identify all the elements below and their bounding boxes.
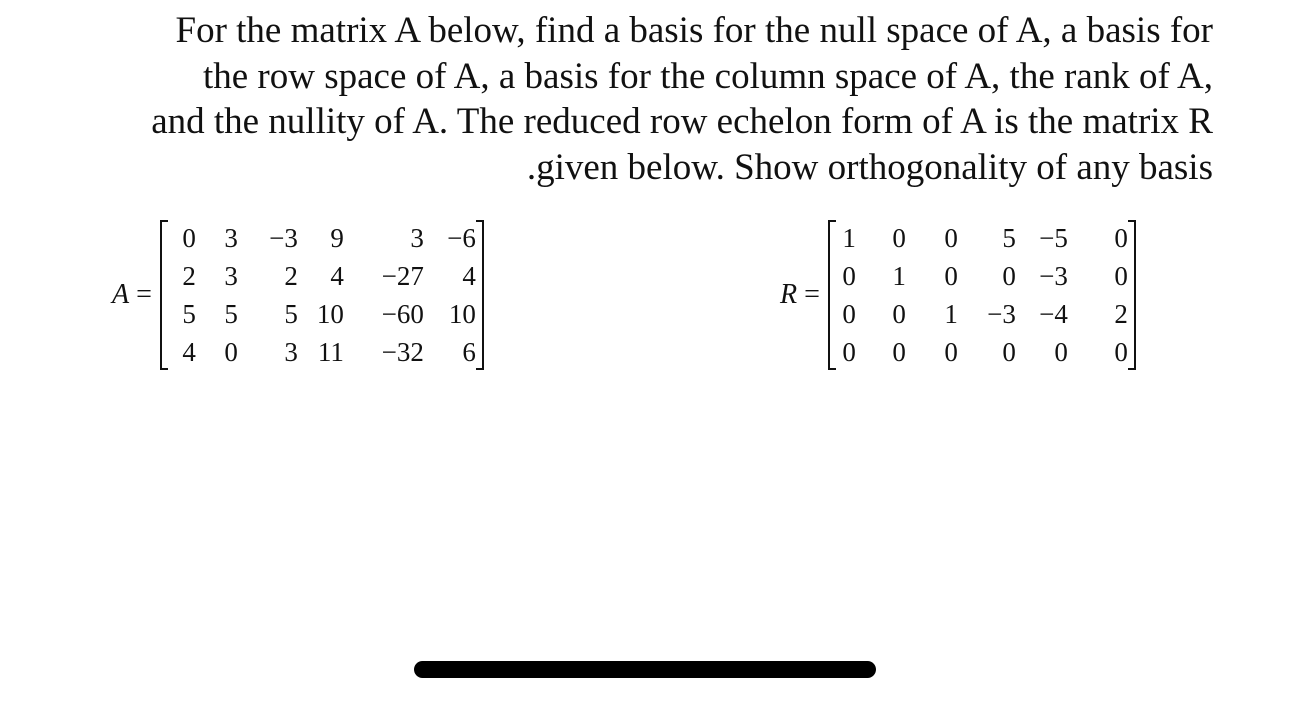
matrix-a-entry: 3: [224, 223, 238, 253]
matrix-r-entry: 0: [944, 261, 958, 291]
matrix-a-row: [168, 219, 476, 257]
matrix-a-entry: 10: [316, 299, 344, 329]
matrix-a: [168, 219, 476, 371]
matrix-r-equals: =: [804, 279, 820, 310]
matrix-a-entry: 6: [462, 337, 476, 367]
matrix-r-entry: 0: [892, 223, 906, 253]
matrix-r-row: [836, 295, 1128, 333]
problem-line-1: For the matrix A below, find a basis for the null space of A, a basis for: [175, 10, 1213, 51]
matrix-r-entry: 0: [1054, 337, 1068, 367]
matrix-r-entry: 0: [842, 261, 856, 291]
matrix-r-left-bracket: [828, 220, 836, 370]
matrix-a-entry: 3: [224, 261, 238, 291]
matrix-a-entry: 0: [224, 337, 238, 367]
matrix-r-entry: 1: [892, 261, 906, 291]
matrix-r-entry: −4: [1039, 299, 1068, 329]
matrix-r-row: [836, 257, 1128, 295]
matrix-a-entry: −3: [269, 223, 298, 253]
matrix-r-entry: 0: [944, 223, 958, 253]
matrix-r-entry: 2: [1114, 299, 1128, 329]
matrix-a-entry: −6: [447, 223, 476, 253]
matrix-r-right-bracket: [1128, 220, 1136, 370]
problem-line-3: and the nullity of A. The reduced row echelon form of A is the matrix R: [151, 101, 1213, 142]
matrix-a-row: [168, 257, 476, 295]
matrix-a-entry: −60: [381, 299, 424, 329]
matrix-a-entry: 3: [410, 223, 424, 253]
matrix-r-entry: −5: [1039, 223, 1068, 253]
matrix-r-entry: 1: [944, 299, 958, 329]
matrix-r-block: [780, 219, 1136, 371]
matrix-a-row: [168, 333, 476, 371]
matrix-a-entry: 5: [224, 299, 238, 329]
matrix-r-entry: 0: [1002, 337, 1016, 367]
matrix-r-entry: 0: [842, 337, 856, 367]
matrix-r-entry: 0: [1114, 337, 1128, 367]
matrix-a-entry: −27: [381, 261, 424, 291]
matrix-r-entry: 0: [892, 299, 906, 329]
matrix-r-entry: 0: [944, 337, 958, 367]
matrix-a-entry: 0: [182, 223, 196, 253]
matrix-r-entry: −3: [987, 299, 1016, 329]
matrix-r-label: [780, 279, 820, 311]
matrix-r-entry: 0: [842, 299, 856, 329]
matrix-a-entry: −32: [381, 337, 424, 367]
matrix-r-entry: 0: [892, 337, 906, 367]
matrix-r-row: [836, 333, 1128, 371]
matrix-a-symbol: A: [112, 279, 130, 310]
matrix-a-entry: 3: [284, 337, 298, 367]
matrix-r-entry: 1: [842, 223, 856, 253]
matrix-r-entry: 0: [1114, 261, 1128, 291]
matrix-r-symbol: R: [780, 279, 798, 310]
matrix-a-right-bracket: [476, 220, 484, 370]
problem-line-2: the row space of A, a basis for the column space of A, the rank of A,: [202, 55, 1213, 97]
matrix-a-left-bracket: [160, 220, 168, 370]
matrix-a-entry: 2: [182, 261, 196, 291]
matrix-a-row: [168, 295, 476, 333]
matrix-a-entry: 9: [330, 223, 344, 253]
matrix-r-row: [836, 219, 1128, 257]
matrix-a-block: [112, 219, 484, 371]
matrix-r-entry: −3: [1039, 261, 1068, 291]
matrix-a-entry: 2: [284, 261, 298, 291]
problem-line-4: .given below. Show orthogonality of any basis: [526, 146, 1213, 188]
home-indicator[interactable]: [414, 661, 876, 678]
matrix-r-entry: 0: [1114, 223, 1128, 253]
matrix-a-label: [112, 279, 152, 311]
matrix-a-entry: 5: [182, 299, 196, 329]
matrix-r: [836, 219, 1128, 371]
matrix-a-entry: 4: [182, 337, 196, 367]
matrix-a-entry: 11: [317, 337, 344, 367]
matrix-a-equals: =: [136, 279, 152, 310]
matrix-r-entry: 0: [1002, 261, 1016, 291]
matrix-a-entry: 5: [284, 299, 298, 329]
matrix-r-entry: 5: [1002, 223, 1016, 253]
matrix-a-entry: 4: [330, 261, 344, 291]
matrix-a-entry: 4: [462, 261, 476, 291]
problem-statement: [80, 8, 1213, 190]
matrix-a-entry: 10: [448, 299, 476, 329]
